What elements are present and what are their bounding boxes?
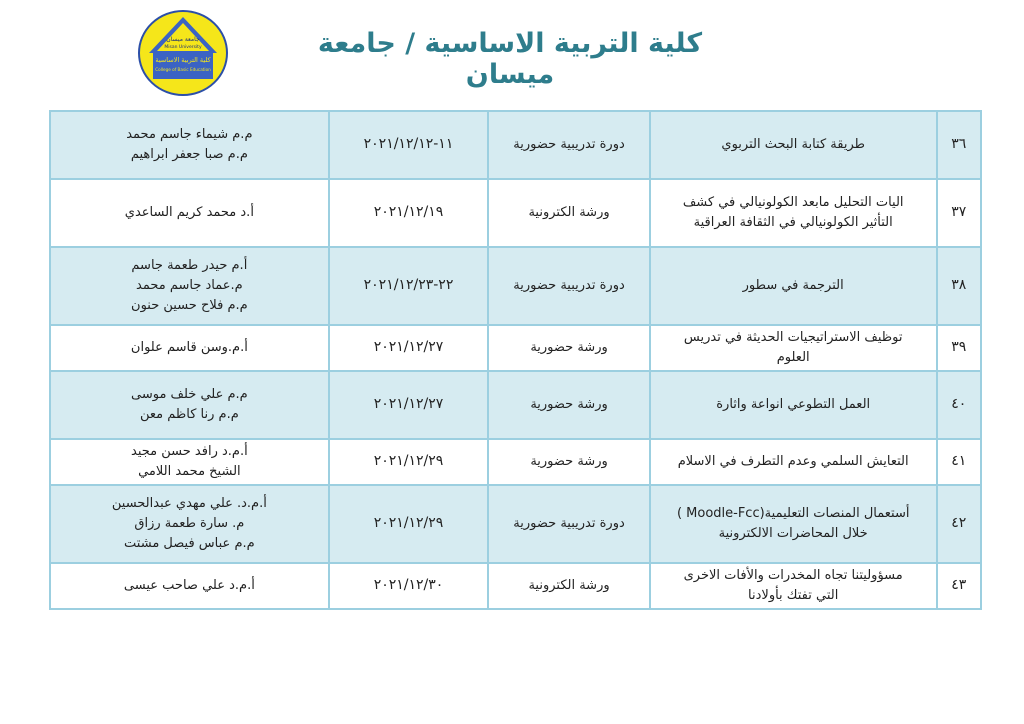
course-title-line: التي تفتك بأولادنا <box>748 588 839 603</box>
activity-type: دورة تدريبية حضورية <box>488 247 650 325</box>
row-number: ٣٦ <box>937 111 981 179</box>
page-title: كلية التربية الاساسية / جامعة ميسان <box>317 28 703 90</box>
course-title-line: التعايش السلمي وعدم التطرف في الاسلام <box>677 453 909 469</box>
course-title-line: العلوم <box>776 350 810 365</box>
presenter-name: م. سارة طعمة رزاق <box>134 515 245 531</box>
presenter-name: الشيخ محمد اللامي <box>138 464 241 479</box>
presenter-name: أ.م.د علي صاحب عيسى <box>123 577 255 593</box>
presenters <box>50 325 329 371</box>
activity-date: ٢٠٢١/١٢/١٩ <box>329 179 489 247</box>
activity-type: ورشة حضورية <box>488 439 650 485</box>
row-number: ٤٢ <box>937 485 981 563</box>
activity-date: ٢٠٢١/١٢/٣٠ <box>329 563 489 609</box>
row-number: ٣٨ <box>937 247 981 325</box>
activity-type: ورشة الكترونية <box>488 179 650 247</box>
table-row <box>50 179 981 247</box>
activity-type: ورشة الكترونية <box>488 563 650 609</box>
table-row <box>50 563 981 609</box>
course-title <box>650 563 937 609</box>
activity-type: دورة تدريبية حضورية <box>488 485 650 563</box>
presenters <box>50 247 329 325</box>
course-title-line: العمل التطوعي انواعة واثارة <box>716 396 871 412</box>
table-row <box>50 485 981 563</box>
course-title-line: اليات التحليل مابعد الكولونيالي في كشف <box>682 194 904 210</box>
course-title <box>650 325 937 371</box>
row-number: ٤٣ <box>937 563 981 609</box>
row-number: ٣٩ <box>937 325 981 371</box>
presenter-name: أ.م.د رافد حسن مجيد <box>131 443 248 459</box>
presenter-name: م.م صبا جعفر ابراهيم <box>130 147 248 162</box>
presenters <box>50 179 329 247</box>
presenter-name: أ.م.وسن قاسم علوان <box>130 339 248 355</box>
course-title <box>650 485 937 563</box>
presenters <box>50 111 329 179</box>
presenters <box>50 563 329 609</box>
university-seal-icon <box>137 9 229 97</box>
activity-date: ٢٠٢١/١٢/٢٧ <box>329 325 489 371</box>
presenter-name: م.م فلاح حسين حنون <box>131 298 248 314</box>
activity-type: دورة تدريبية حضورية <box>488 111 650 179</box>
svg-text:جامعة ميسان: جامعة ميسان <box>166 36 200 43</box>
presenters <box>50 439 329 485</box>
college-logo <box>137 9 229 97</box>
table-row <box>50 325 981 371</box>
course-title <box>650 439 937 485</box>
activity-date: ١١-٢٠٢١/١٢/١٢ <box>329 111 489 179</box>
svg-text:College of Basic Education: College of Basic Education <box>155 67 211 72</box>
course-title <box>650 179 937 247</box>
course-title-line: أستعمال المنصات التعليمية(Moodle-Fcc ) <box>676 505 910 521</box>
course-title-line: الترجمة في سطور <box>742 277 844 293</box>
activity-date: ٢٠٢١/١٢/٢٧ <box>329 371 489 439</box>
activity-date: ٢٢-٢٠٢١/١٢/٢٣ <box>329 247 489 325</box>
row-number: ٣٧ <box>937 179 981 247</box>
presenter-name: م.م رنا كاظم معن <box>139 407 239 422</box>
presenters <box>50 485 329 563</box>
presenter-name: أ.د محمد كريم الساعدي <box>124 204 254 220</box>
presenter-name: م.عماد جاسم محمد <box>136 277 243 293</box>
courses-table <box>49 110 982 610</box>
presenters <box>50 371 329 439</box>
course-title-line: توظيف الاستراتيجيات الحديثة في تدريس <box>683 329 903 345</box>
activity-type: ورشة حضورية <box>488 325 650 371</box>
course-title <box>650 371 937 439</box>
svg-text:كلية التربية الاساسية: كلية التربية الاساسية <box>155 56 211 64</box>
presenter-name: م.م عباس فيصل مشتت <box>124 536 255 552</box>
course-title <box>650 247 937 325</box>
table-row <box>50 247 981 325</box>
course-title-line: طريقة كتابة البحث التربوي <box>721 136 865 152</box>
presenter-name: م.م شيماء جاسم محمد <box>126 126 253 142</box>
course-title <box>650 111 937 179</box>
course-title-line: التأثير الكولونيالي في الثقافة العراقية <box>693 215 893 230</box>
presenter-name: أ.م.د. علي مهدي عبدالحسين <box>111 495 267 511</box>
table-row <box>50 371 981 439</box>
presenter-name: أ.م حيدر طعمة جاسم <box>131 257 248 273</box>
row-number: ٤٠ <box>937 371 981 439</box>
presenter-name: م.م علي خلف موسى <box>131 386 248 402</box>
table-row <box>50 439 981 485</box>
activity-date: ٢٠٢١/١٢/٢٩ <box>329 485 489 563</box>
svg-text:Misan University: Misan University <box>164 45 202 50</box>
course-title-line: مسؤوليتنا تجاه المخدرات والأفات الاخرى <box>683 567 903 583</box>
row-number: ٤١ <box>937 439 981 485</box>
course-title-line: خلال المحاضرات الالكترونية <box>718 526 868 541</box>
activity-type: ورشة حضورية <box>488 371 650 439</box>
table-row <box>50 111 981 179</box>
activity-date: ٢٠٢١/١٢/٢٩ <box>329 439 489 485</box>
